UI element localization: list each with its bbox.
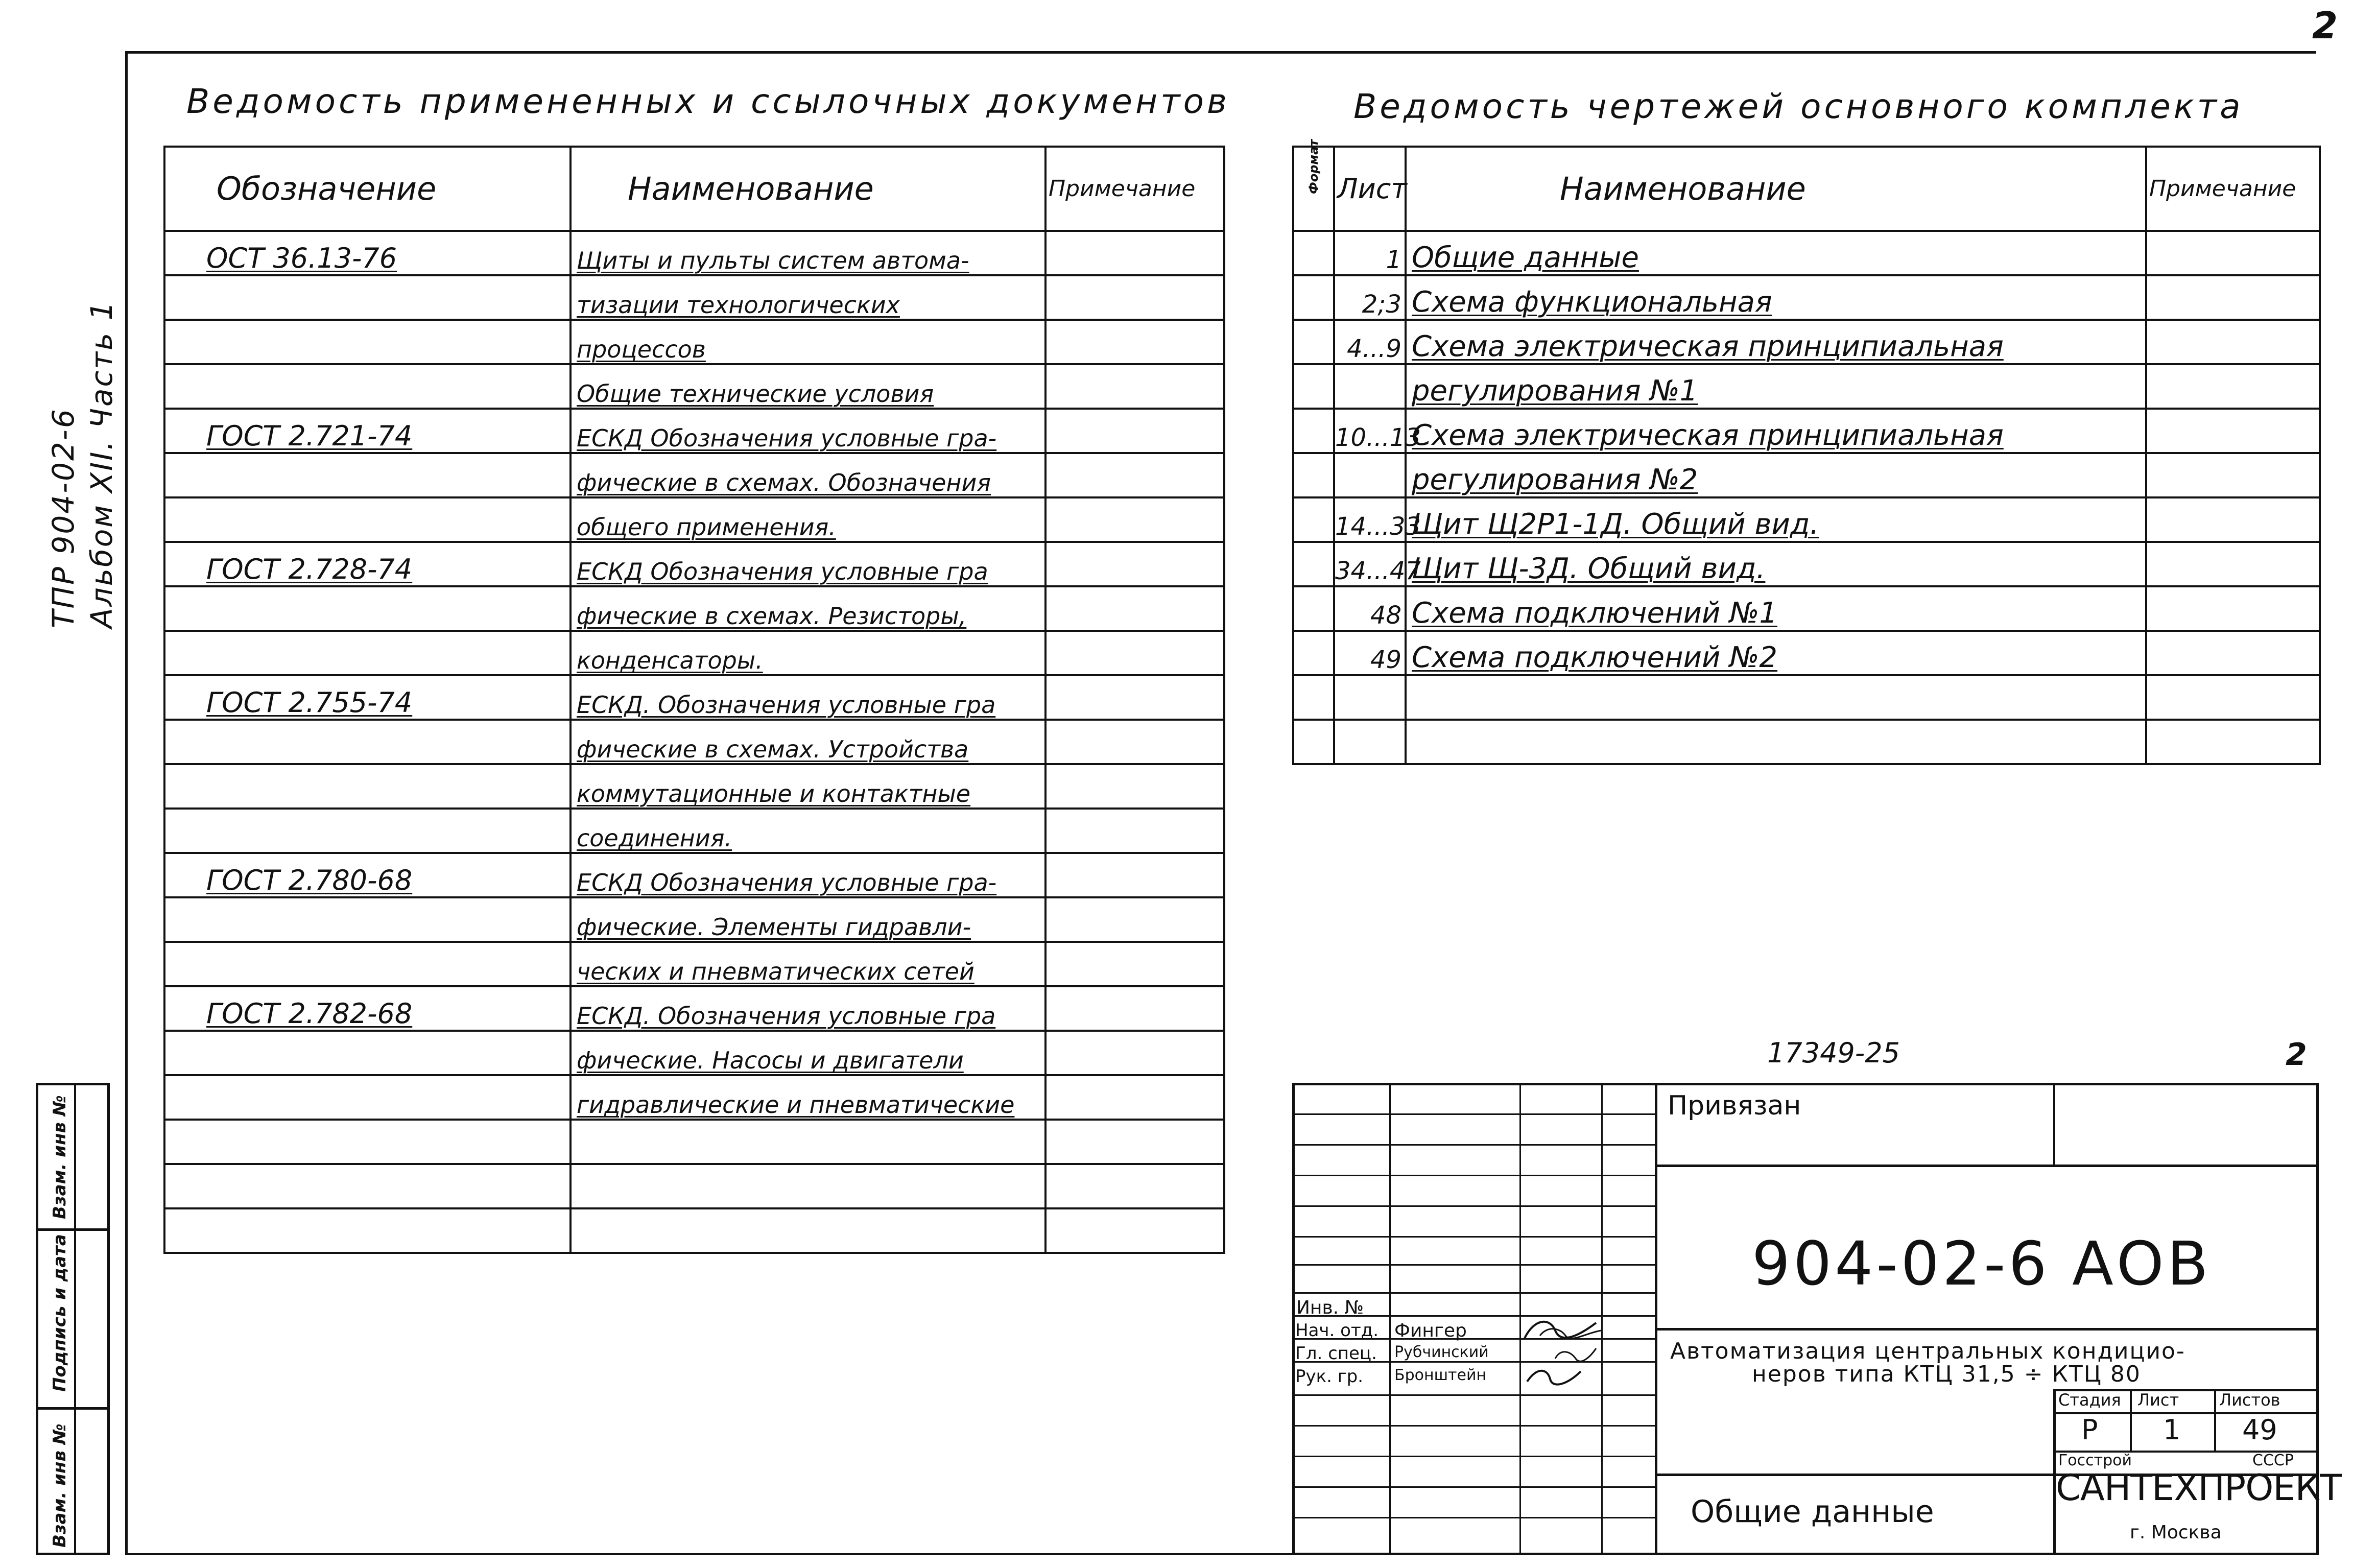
drawings-cell-note: [2146, 364, 2320, 409]
refs-cell-code: [164, 631, 571, 675]
refs-cell-name: фические в схемах. Резисторы,: [571, 586, 1045, 631]
drawings-cell-note: [2146, 231, 2320, 275]
drawings-cell-name: регулирования №1: [1406, 364, 2146, 409]
sheet-title: Общие данные: [1691, 1494, 1934, 1530]
refs-row: [164, 586, 1224, 631]
refs-table: [163, 146, 1225, 1254]
person-1: Фингер: [1394, 1320, 1467, 1341]
drawings-cell-sheet: [1334, 453, 1406, 497]
refs-row: [164, 542, 1224, 586]
drawings-row: [1293, 409, 2320, 453]
refs-cell-note: [1045, 1075, 1224, 1120]
drawings-cell-sheet: 10...13: [1334, 409, 1406, 453]
drawings-cell-sheet: 2;3: [1334, 275, 1406, 320]
sheet-label: Лист: [2137, 1390, 2179, 1410]
refs-cell-code: [164, 453, 571, 497]
sheet-value: 1: [2163, 1414, 2181, 1446]
refs-cell-name: тизации технологических: [571, 275, 1045, 320]
refs-row: [164, 1075, 1224, 1120]
project-title-line2: неров типа КТЦ 31,5 ÷ КТЦ 80: [1752, 1361, 2141, 1387]
side-code-line2: Альбом XII. Часть 1: [84, 300, 119, 628]
drawings-cell-format: [1293, 231, 1334, 275]
refs-cell-note: [1045, 586, 1224, 631]
refs-title: Ведомость примененных и ссылочных документов: [186, 82, 1230, 121]
strip-label-1: Взам. инв №: [50, 1095, 70, 1219]
drawings-row: [1293, 542, 2320, 586]
refs-row: [164, 409, 1224, 453]
refs-header-designation: Обозначение: [164, 147, 571, 231]
org-top-right: СССР: [2252, 1452, 2294, 1469]
refs-cell-note: [1045, 720, 1224, 764]
refs-cell-name: [571, 1208, 1045, 1253]
refs-row: [164, 275, 1224, 320]
role-2: Гл. спец.: [1295, 1343, 1377, 1364]
drawings-cell-note: [2146, 320, 2320, 364]
refs-cell-note: [1045, 1164, 1224, 1208]
drawings-cell-format: [1293, 720, 1334, 764]
refs-cell-note: [1045, 275, 1224, 320]
drawings-row: [1293, 631, 2320, 675]
drawings-cell-note: [2146, 542, 2320, 586]
drawings-cell-format: [1293, 409, 1334, 453]
refs-row: [164, 1031, 1224, 1075]
refs-cell-note: [1045, 942, 1224, 986]
drawings-cell-sheet: 48: [1334, 586, 1406, 631]
refs-row: [164, 497, 1224, 542]
drawings-cell-format: [1293, 542, 1334, 586]
drawings-cell-sheet: [1334, 720, 1406, 764]
refs-row: [164, 675, 1224, 720]
refs-cell-code: [164, 1075, 571, 1120]
drawings-cell-name: регулирования №2: [1406, 453, 2146, 497]
refs-row: [164, 1164, 1224, 1208]
refs-cell-note: [1045, 1031, 1224, 1075]
refs-header-note: Примечание: [1045, 147, 1224, 231]
role-1: Нач. отд.: [1295, 1320, 1379, 1341]
signatures: [1519, 1308, 1604, 1394]
refs-cell-name: [571, 1164, 1045, 1208]
drawings-title: Ведомость чертежей основного комплекта: [1353, 87, 2244, 126]
drawings-cell-sheet: 49: [1334, 631, 1406, 675]
refs-cell-code: ГОСТ 2.728-74: [164, 542, 571, 586]
org-top-left: Госстрой: [2058, 1452, 2132, 1469]
drawings-cell-name: Общие данные: [1406, 231, 2146, 275]
refs-cell-name: фические. Элементы гидравли-: [571, 897, 1045, 942]
refs-cell-name: фические в схемах. Обозначения: [571, 453, 1045, 497]
refs-cell-note: [1045, 675, 1224, 720]
refs-cell-note: [1045, 497, 1224, 542]
side-code-line1: ТПР 904-02-6: [46, 408, 81, 628]
refs-cell-code: [164, 809, 571, 853]
drawings-cell-sheet: 1: [1334, 231, 1406, 275]
refs-cell-name: коммутационные и контактные: [571, 764, 1045, 809]
refs-row: [164, 364, 1224, 409]
refs-cell-name: ЕСКД Обозначения условные гра: [571, 542, 1045, 586]
stage-value: Р: [2081, 1414, 2098, 1446]
refs-row: [164, 720, 1224, 764]
refs-cell-note: [1045, 986, 1224, 1031]
drawings-cell-name: [1406, 675, 2146, 720]
drawings-row: [1293, 275, 2320, 320]
refs-cell-note: [1045, 809, 1224, 853]
refs-cell-note: [1045, 409, 1224, 453]
refs-cell-note: [1045, 631, 1224, 675]
drawings-row: [1293, 364, 2320, 409]
refs-cell-code: [164, 1208, 571, 1253]
drawings-cell-format: [1293, 275, 1334, 320]
drawings-header-sheet: Лист: [1334, 147, 1406, 231]
refs-cell-code: [164, 764, 571, 809]
refs-cell-name: процессов: [571, 320, 1045, 364]
refs-cell-code: [164, 897, 571, 942]
drawings-cell-name: Схема подключений №1: [1406, 586, 2146, 631]
drawings-cell-name: Схема функциональная: [1406, 275, 2146, 320]
org-name: САНТЕХПРОЕКТ: [2056, 1467, 2341, 1509]
refs-cell-code: ГОСТ 2.721-74: [164, 409, 571, 453]
drawings-cell-format: [1293, 497, 1334, 542]
refs-row: [164, 809, 1224, 853]
drawings-cell-note: [2146, 720, 2320, 764]
strip-label-3: Взам. инв №: [50, 1423, 70, 1548]
drawings-row: [1293, 586, 2320, 631]
refs-row: [164, 897, 1224, 942]
refs-cell-code: [164, 497, 571, 542]
refs-cell-name: фические в схемах. Устройства: [571, 720, 1045, 764]
archive-number: 17349-25: [1767, 1037, 1900, 1069]
drawings-cell-format: [1293, 320, 1334, 364]
refs-row: [164, 1120, 1224, 1164]
refs-cell-code: ГОСТ 2.755-74: [164, 675, 571, 720]
drawings-cell-format: [1293, 453, 1334, 497]
refs-cell-name: ЕСКД. Обозначения условные гра: [571, 986, 1045, 1031]
refs-row: [164, 631, 1224, 675]
refs-cell-code: [164, 1120, 571, 1164]
refs-row: [164, 320, 1224, 364]
refs-cell-code: [164, 586, 571, 631]
drawings-cell-note: [2146, 586, 2320, 631]
refs-cell-name: ЕСКД Обозначения условные гра-: [571, 409, 1045, 453]
drawings-header-note: Примечание: [2146, 147, 2320, 231]
left-stamp-strip: [36, 1083, 110, 1555]
drawings-row: [1293, 675, 2320, 720]
drawings-header-format: Формат: [1293, 147, 1334, 231]
bound-label: Привязан: [1668, 1090, 1801, 1121]
refs-cell-note: [1045, 453, 1224, 497]
drawings-cell-name: Щит Щ-3Д. Общий вид.: [1406, 542, 2146, 586]
refs-row: [164, 453, 1224, 497]
refs-header-name: Наименование: [571, 147, 1045, 231]
drawings-cell-sheet: 4...9: [1334, 320, 1406, 364]
refs-cell-code: [164, 275, 571, 320]
refs-cell-note: [1045, 1120, 1224, 1164]
drawings-row: [1293, 320, 2320, 364]
refs-cell-note: [1045, 853, 1224, 897]
drawings-cell-note: [2146, 497, 2320, 542]
refs-row: [164, 764, 1224, 809]
role-3: Рук. гр.: [1295, 1366, 1364, 1387]
drawings-cell-sheet: 34...47: [1334, 542, 1406, 586]
refs-cell-name: [571, 1120, 1045, 1164]
refs-row: [164, 853, 1224, 897]
refs-cell-code: [164, 720, 571, 764]
person-2: Рубчинский: [1394, 1343, 1489, 1361]
drawings-cell-note: [2146, 675, 2320, 720]
drawings-cell-note: [2146, 275, 2320, 320]
refs-cell-name: гидравлические и пневматические: [571, 1075, 1045, 1120]
inv-label: Инв. №: [1296, 1297, 1364, 1318]
drawings-row: [1293, 720, 2320, 764]
drawings-cell-format: [1293, 675, 1334, 720]
drawings-cell-format: [1293, 631, 1334, 675]
refs-cell-name: ческих и пневматических сетей: [571, 942, 1045, 986]
refs-row: [164, 942, 1224, 986]
refs-cell-note: [1045, 320, 1224, 364]
refs-cell-note: [1045, 542, 1224, 586]
refs-cell-code: [164, 1031, 571, 1075]
refs-cell-note: [1045, 1208, 1224, 1253]
refs-cell-note: [1045, 764, 1224, 809]
sheets-label: Листов: [2219, 1390, 2280, 1410]
drawings-cell-sheet: 14...33: [1334, 497, 1406, 542]
sheets-value: 49: [2242, 1414, 2277, 1446]
drawings-cell-note: [2146, 409, 2320, 453]
refs-cell-code: [164, 364, 571, 409]
drawings-cell-name: Схема подключений №2: [1406, 631, 2146, 675]
refs-cell-name: Общие технические условия: [571, 364, 1045, 409]
refs-row: [164, 1208, 1224, 1253]
refs-cell-code: ОСТ 36.13-76: [164, 231, 571, 275]
page-number-top: 2: [2312, 4, 2338, 47]
refs-cell-name: общего применения.: [571, 497, 1045, 542]
refs-cell-name: Щиты и пульты систем автома-: [571, 231, 1045, 275]
strip-label-2: Подпись и дата: [50, 1234, 70, 1392]
drawings-cell-note: [2146, 453, 2320, 497]
project-title-line1: Автоматизация центральных кондицио-: [1670, 1338, 2185, 1364]
refs-cell-note: [1045, 364, 1224, 409]
drawings-row: [1293, 453, 2320, 497]
document-code: 904-02-6 АОВ: [1752, 1228, 2212, 1299]
drawings-row: [1293, 497, 2320, 542]
drawings-cell-name: Схема электрическая принципиальная: [1406, 320, 2146, 364]
refs-cell-name: ЕСКД. Обозначения условные гра: [571, 675, 1045, 720]
refs-cell-name: фические. Насосы и двигатели: [571, 1031, 1045, 1075]
title-block: [1292, 1083, 2341, 1555]
refs-cell-code: [164, 942, 571, 986]
refs-cell-name: ЕСКД Обозначения условные гра-: [571, 853, 1045, 897]
refs-row: [164, 986, 1224, 1031]
drawings-cell-sheet: [1334, 675, 1406, 720]
drawings-table: [1292, 139, 2321, 765]
refs-cell-code: ГОСТ 2.780-68: [164, 853, 571, 897]
drawings-header-name: Наименование: [1406, 147, 2146, 231]
refs-cell-name: конденсаторы.: [571, 631, 1045, 675]
refs-cell-code: [164, 320, 571, 364]
refs-cell-code: ГОСТ 2.782-68: [164, 986, 571, 1031]
drawings-row: [1293, 231, 2320, 275]
drawings-cell-format: [1293, 586, 1334, 631]
org-city: г. Москва: [2130, 1522, 2222, 1543]
sheet-corner-number: 2: [2286, 1037, 2307, 1073]
refs-cell-note: [1045, 897, 1224, 942]
refs-row: [164, 231, 1224, 275]
drawings-cell-note: [2146, 631, 2320, 675]
drawings-cell-name: Щит Щ2Р1-1Д. Общий вид.: [1406, 497, 2146, 542]
refs-cell-name: соединения.: [571, 809, 1045, 853]
person-3: Бронштейн: [1394, 1366, 1487, 1384]
drawings-cell-name: Схема электрическая принципиальная: [1406, 409, 2146, 453]
drawings-cell-format: [1293, 364, 1334, 409]
refs-cell-note: [1045, 231, 1224, 275]
drawings-cell-sheet: [1334, 364, 1406, 409]
stage-label: Стадия: [2058, 1390, 2121, 1410]
drawings-cell-name: [1406, 720, 2146, 764]
refs-cell-code: [164, 1164, 571, 1208]
